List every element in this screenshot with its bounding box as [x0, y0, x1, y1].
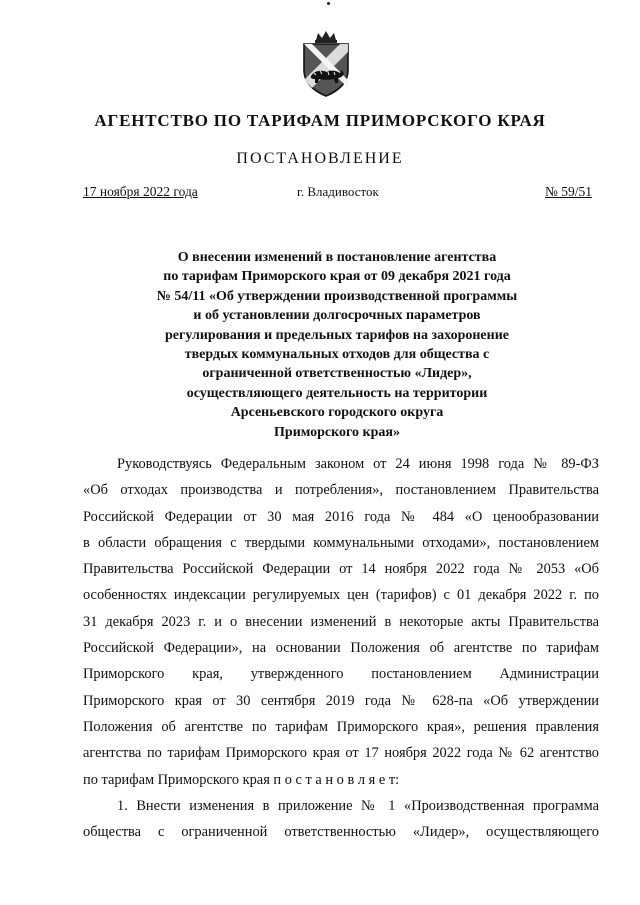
body-line: Российской Федерации», на основании Положения об агентстве по тарифам: [83, 640, 599, 657]
title-line: № 54/11 «Об утверждении производственной программы: [156, 288, 518, 304]
title-line: твердых коммунальных отходов для общества с: [184, 347, 490, 363]
body-line: Приморского края от 30 сентября 2019 года № 628-па «Об утверждении: [83, 692, 599, 709]
body-line: 1. Внести изменения в приложение № 1 «Производственная программа: [117, 797, 599, 814]
title-line: ограниченной ответственностью «Лидер»,: [202, 366, 472, 382]
body-line: по тарифам Приморского края п о с т а н о в л я е т:: [83, 771, 400, 788]
document-date: 17 ноября 2022 года: [83, 184, 198, 199]
body-line: «Об отходах производства и потребления», постановлением Правительства: [83, 482, 599, 499]
title-line: по тарифам Приморского края от 09 декабря 2021 года: [163, 269, 511, 285]
document-type: ПОСТАНОВЛЕНИЕ: [236, 150, 404, 167]
document-city: г. Владивосток: [297, 184, 379, 199]
document-number: № 59/51: [544, 184, 592, 199]
coat-of-arms-icon: [298, 30, 354, 98]
body-line: особенностях индексации регулируемых цен (тарифов) с 01 декабря 2022 г. по: [83, 587, 599, 604]
title-line: О внесении изменений в постановление агентства: [177, 250, 497, 265]
title-line: Арсеньевского городского округа: [230, 405, 444, 421]
body-line: Руководствуясь Федеральным законом от 24 июня 1998 года № 89-ФЗ: [117, 456, 599, 472]
title-line: регулирования и предельных тарифов на захоронение: [164, 327, 509, 343]
scan-dot: [327, 2, 330, 5]
body-line: общества с ограниченной ответственностью «Лидер», осуществляющего: [83, 824, 599, 841]
title-line: осуществляющего деятельность на территории: [186, 385, 488, 401]
title-line: Приморского края»: [274, 424, 400, 440]
document-title: [100, 248, 574, 442]
body-line: Правительства Российской Федерации от 14 ноября 2022 года № 2053 «Об: [83, 561, 599, 578]
body-line: в области обращения с твердыми коммунальными отходами», постановлением: [83, 534, 599, 551]
body-line: агентства по тарифам Приморского края от 17 ноября 2022 года № 62 агентство: [83, 745, 599, 762]
body-line: Положения об агентстве по тарифам Приморского края», решения правления: [83, 718, 599, 735]
agency-heading: АГЕНТСТВО ПО ТАРИФАМ ПРИМОРСКОГО КРАЯ: [94, 111, 546, 130]
body-line: Российской Федерации от 30 мая 2016 года № 484 «О ценообразовании: [83, 508, 599, 525]
document-body: [83, 451, 599, 845]
title-line: и об установлении долгосрочных параметров: [193, 308, 481, 324]
body-line: 31 декабря 2023 г. и о внесении изменений в некоторые акты Правительства: [83, 613, 599, 630]
body-line: Приморского края, утвержденного постановлением Администрации: [83, 666, 599, 683]
